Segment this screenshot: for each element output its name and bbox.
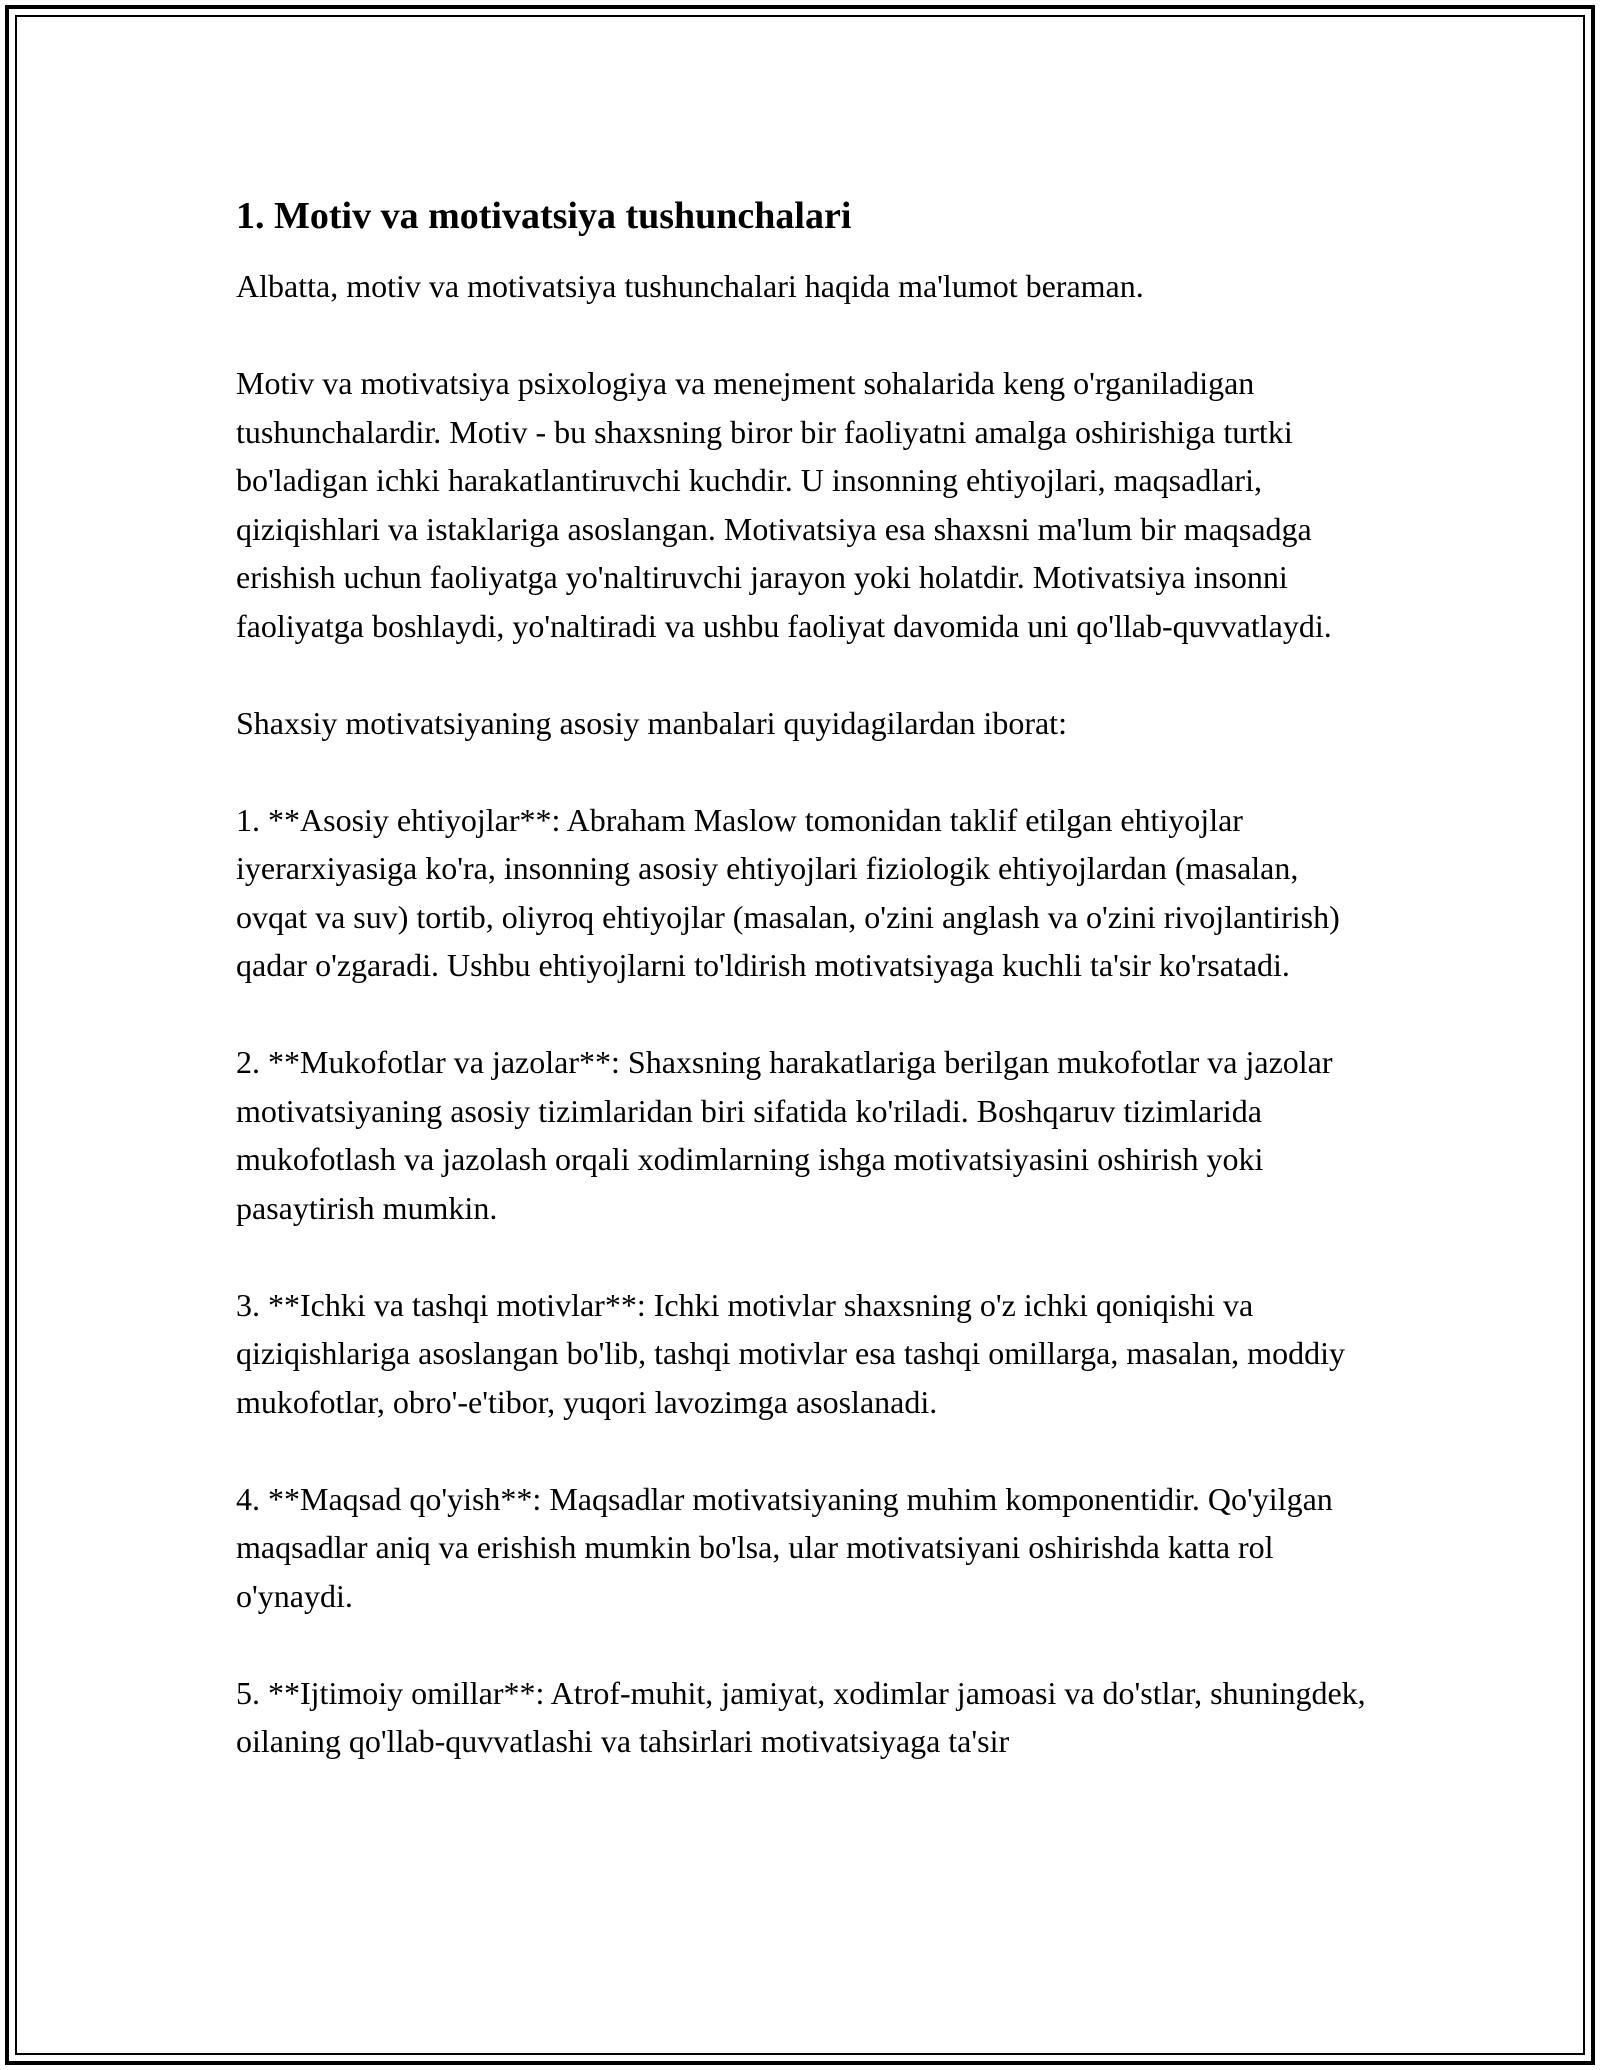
- document-body: [236, 188, 1376, 1814]
- list-item-basic-needs: 1. **Asosiy ehtiyojlar**: Abraham Maslow tomonidan taklif etilgan ehtiyojlar iyerarxiyasiga ko'ra, insonning asosiy ehtiyojlari fiziologik ehtiyojlardan (masalan, ovqat va suv) tortib, oliyroq ehtiyojlar (masalan, o'zini anglash va o'zini rivojlantirish) qadar o'zgaradi. Ushbu ehtiyojlarni to'ldirish motivatsiyaga kuchli ta'sir ko'rsatadi.: [236, 801, 1340, 983]
- sources-lead-paragraph: Shaxsiy motivatsiyaning asosiy manbalari quyidagilardan iborat:: [236, 704, 1067, 741]
- definition-paragraph: Motiv va motivatsiya psixologiya va menejment sohalarida keng o'rganiladigan tushunchalardir. Motiv - bu shaxsning biror bir faoliyatni amalga oshirishiga turtki bo'ladigan ichki harakatlantiruvchi kuchdir. U insonning ehtiyojlari, maqsadlari, qiziqishlari va istaklariga asoslangan. Motivatsiya esa shaxsni ma'lum bir maqsadga erishish uchun faoliyatga yo'naltiruvchi jarayon yoki holatdir. Motivatsiya insonni faoliyatga boshlaydi, yo'naltiradi va ushbu faoliyat davomida uni qo'llab-quvvatlaydi.: [236, 365, 1332, 644]
- intro-paragraph: Albatta, motiv va motivatsiya tushunchalari haqida ma'lumot beraman.: [236, 268, 1144, 304]
- list-item-social-factors: 5. **Ijtimoiy omillar**: Atrof-muhit, jamiyat, xodimlar jamoasi va do'stlar, shuningdek, oilaning qo'llab-quvvatlashi va tahsirlari motivatsiyaga ta'sir: [236, 1674, 1366, 1759]
- section-heading: 1. Motiv va motivatsiya tushunchalari: [236, 195, 852, 237]
- list-item-goal-setting: 4. **Maqsad qo'yish**: Maqsadlar motivatsiyaning muhim komponentidir. Qo'yilgan maqsadlar aniq va erishish mumkin bo'lsa, ular motivatsiyani oshirishda katta rol o'ynaydi.: [236, 1480, 1333, 1614]
- list-item-internal-external-motives: 3. **Ichki va tashqi motivlar**: Ichki motivlar shaxsning o'z ichki qoniqishi va qiziqishlariga asoslangan bo'lib, tashqi motivlar esa tashqi omillarga, masalan, moddiy mukofotlar, obro'-e'tibor, yuqori lavozimga asoslanadi.: [236, 1286, 1345, 1420]
- list-item-rewards-punishments: 2. **Mukofotlar va jazolar**: Shaxsning harakatlariga berilgan mukofotlar va jazolar motivatsiyaning asosiy tizimlaridan biri sifatida ko'riladi. Boshqaruv tizimlarida mukofotlash va jazolash orqali xodimlarning ishga motivatsiyasini oshirish yoki pasaytirish mumkin.: [236, 1044, 1333, 1226]
